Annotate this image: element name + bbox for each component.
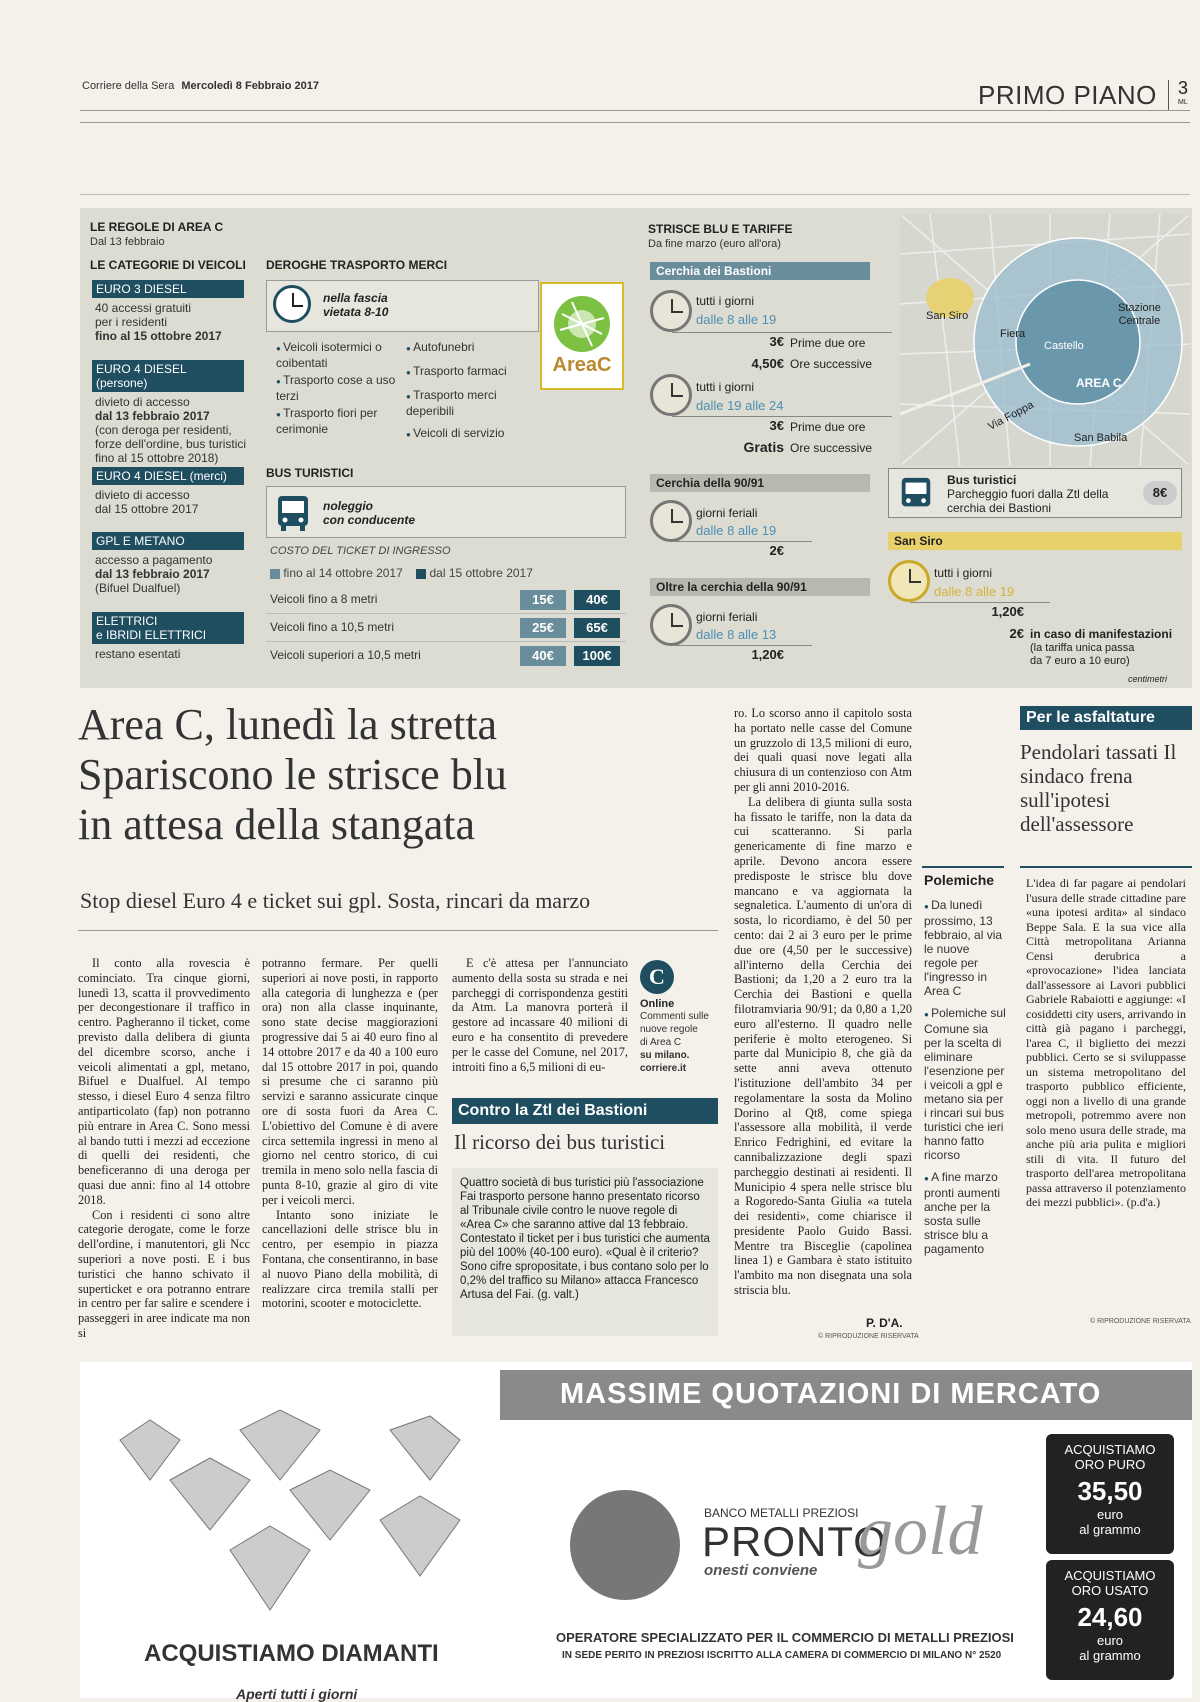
- article-signature: P. D'A.: [866, 1316, 903, 1330]
- polemiche-item: ● Da lunedì prossimo, 13 febbraio, al via le nuove regole per l'ingresso in Area C: [924, 898, 1006, 998]
- category-text: dal 13 febbraio 2017: [95, 409, 210, 423]
- online-text: [640, 1010, 726, 1075]
- bastioni-label-3: Prime due ore: [790, 420, 866, 434]
- divider: [672, 332, 892, 333]
- clock-icon: [650, 604, 692, 646]
- article-paragraph: Il conto alla rovescia è cominciato. Tra cinque giorni, lunedì 13, scatta il provvedimento per decongestionare il traffico in centro. Pagheranno il ticket, come previsto dalla delibera di giunta del dicembre scorso, anche i veicoli alimentati a gpl, metano, Bifuel e Dualfuel. Al tempo stesso, i diesel Euro 4 senza filtro antiparticolato (fap) non potranno più entrare in Area C. Sono messi al bando tutti i mezzi ad eccezione di quelli dei residenti, che beneficeranno di una deroga per quasi due anni: fino al 14 ottobre 2018.: [78, 956, 250, 1207]
- oltre-price: 1,20€: [751, 647, 784, 662]
- quote-label: ORO USATO: [1071, 1583, 1149, 1598]
- category-label-line: e IBRIDI ELETTRICI: [96, 628, 207, 642]
- category-text: accesso a pagamento: [95, 553, 213, 567]
- deroghe-time-line: vietata 8-10: [323, 305, 389, 319]
- online-box[interactable]: [640, 960, 726, 1075]
- bus-parking-line: cerchia dei Bastioni: [947, 501, 1052, 515]
- ticket-price-after: 100€: [574, 646, 620, 666]
- quote-unit: euro: [1096, 1507, 1124, 1522]
- bus-parking-box: [888, 468, 1182, 518]
- ticket-legend: [270, 566, 533, 580]
- page-number: [1178, 78, 1188, 106]
- divider: [910, 602, 1050, 603]
- quote-oro-puro: [1046, 1434, 1174, 1554]
- ticket-title: COSTO DEL TICKET DI INGRESSO: [270, 545, 451, 557]
- polemiche-item: ● A fine marzo pronti aumenti anche per la sosta sulle strisce blu a pagamento: [924, 1170, 1006, 1256]
- bus-line: noleggio: [323, 499, 373, 513]
- deroghe-item: ● Trasporto fiori per cerimonie: [276, 406, 406, 436]
- category-label: EURO 4 DIESEL (persone): [92, 360, 244, 392]
- ticket-price-after: 40€: [574, 590, 620, 610]
- header-divider: [1168, 80, 1169, 110]
- diamonds-image: [100, 1400, 480, 1620]
- masthead-line: [82, 80, 319, 92]
- zone-header-sansiro: San Siro: [888, 532, 1182, 550]
- category-euro4-persone: [92, 360, 262, 465]
- corriere-c-icon: C: [640, 960, 674, 994]
- ticket-row-label: Veicoli superiori a 10,5 metri: [270, 648, 421, 662]
- quote-label: ACQUISTIAMO: [1064, 1442, 1156, 1457]
- map-label: Fiera: [1000, 328, 1026, 340]
- quote-unit: al grammo: [1079, 1522, 1141, 1537]
- clock-icon: [888, 560, 930, 602]
- graphic-credit: centimetri: [1128, 674, 1168, 684]
- subhead-rule: [78, 930, 718, 931]
- clock-icon: [273, 285, 311, 323]
- deroghe-item: ● Trasporto farmaci: [406, 364, 538, 380]
- category-text: dal 15 ottobre 2017: [95, 502, 199, 516]
- ad-brand: PRONTO: [702, 1518, 887, 1565]
- online-text-line: su milano.: [640, 1050, 690, 1061]
- zone-header-oltre: Oltre la cerchia della 90/91: [650, 578, 870, 596]
- divider: [672, 541, 812, 542]
- category-gpl-metano: [92, 532, 252, 595]
- area-c-logo: [540, 282, 624, 390]
- side-text: L'idea di far pagare ai pendolari l'usura delle strade cittadine pare «una ipotesi ardita» al sindaco Beppe Sala. E la sua vice alla Città metropolitana Arianna Censi derubrica a «provocazione» l'idea lanciata dall'assessore ai Lavori pubblici Gabriele Rabaiotti e aggiunge: «I cosiddetti city users, arrivando in città già pagano i parcheggi, l'area C, il biglietto dei mezzi pubblici. Certo se si sviluppasse un sistema metropolitano del trasporto pubblico efficiente, oggi non a livello di una grande metropoli, potremmo avere non solo meno usura delle strade, ma anche più aria pulita e migliori stili di vita. Il futuro del trasporto dell'area metropolitana passa attraverso il potenziamento dei mezzi pubblici». (p.d'a.): [1026, 876, 1186, 1209]
- category-text: divieto di accesso: [95, 488, 190, 502]
- category-text: 40 accessi gratuiti: [95, 301, 192, 315]
- category-text: (con deroga per residenti,: [95, 423, 232, 437]
- bastioni-price-4: Gratis: [743, 439, 784, 455]
- map-label: San Siro: [926, 310, 969, 322]
- ad-open: Aperti tutti i giorni: [236, 1686, 358, 1702]
- bastioni-time-2: dalle 19 alle 24: [696, 398, 784, 413]
- category-text: forze dell'ordine, bus turistici: [95, 437, 247, 451]
- bastioni-label-4: Ore successive: [790, 441, 873, 455]
- legend-swatch-dark: [416, 569, 426, 579]
- clock-icon: [650, 374, 692, 416]
- ticket-row-label: Veicoli fino a 8 metri: [270, 592, 378, 606]
- article-column-4: [734, 706, 912, 1298]
- category-text: fino al 15 ottobre 2018): [95, 451, 219, 465]
- category-text: divieto di accesso: [95, 395, 190, 409]
- categories-title: LE CATEGORIE DI VEICOLI: [90, 258, 246, 272]
- deroghe-item: ● Veicoli isotermici o coibentati: [276, 340, 406, 370]
- section-title: PRIMO PIANO: [978, 80, 1157, 110]
- quote-unit: euro: [1096, 1633, 1124, 1648]
- oltre-days: giorni feriali: [696, 610, 758, 624]
- sansiro-note-detail: [1030, 642, 1134, 668]
- map-label-line: Centrale: [1118, 315, 1161, 327]
- area-c-logo-text: AreaC: [552, 354, 612, 376]
- ad-brand-top: BANCO METALLI PREZIOSI: [704, 1506, 859, 1520]
- category-elettrici: [92, 612, 252, 661]
- cerchia-time: dalle 8 alle 19: [696, 523, 777, 538]
- ztl-header: Contro la Ztl dei Bastioni: [452, 1098, 718, 1124]
- quote-oro-usato: [1046, 1560, 1174, 1680]
- category-label: EURO 3 DIESEL: [92, 280, 244, 298]
- ad-banner-text: MASSIME QUOTAZIONI DI MERCATO: [560, 1378, 1102, 1410]
- deroghe-item: ● Trasporto cose a uso terzi: [276, 373, 406, 403]
- category-euro4-merci: [92, 467, 252, 516]
- article-paragraph: La delibera di giunta sulla sosta ha fissato le tariffe, non la data da cui scatteranno. Si parla genericamente di fine marzo e aprile. Devono ancora essere predisposte le strisce blu dove mancano e va aggiornata la segnaletica. L'aumento di un'ora di sosta, lo ricordiamo, è del 50 per cento: dai 2 ai 3 euro per le prime due ore (4,50 per le successive) all'interno della Cerchia dei Bastioni; da 1,20 a 2 euro tra la Cerchia dei Bastioni e quella filotramviaria 90/91; da 0,80 a 1,20 euro all'esterno. Il quadro nelle periferie è molto eterogeneo. Si parte dal Municipio 8, che già da sette anni aveva ottenuto l'istituzione dell'ambito 34 per regolamentare la sosta da Molino Dorino al Qt8, come spiega l'assessore alla mobilità, il verde Enrico Fedrighini, ed evitare la cannibalizzazione degli spazi parcheggio destinati ai residenti. Il Municipio 4 spera nelle strisce blu a Rogoredo-Santa Giulia «a tutela dei residenti», come chiarisce il presidente Paolo Guido Bassi. Mentre tra Bisceglie (capolinea linea 1) e Gambara è stato istituito l'ambito ma non disegnata una sola striscia blu.: [734, 794, 912, 1298]
- ticket-price-after: 65€: [574, 618, 620, 638]
- article-headline: [78, 700, 507, 850]
- polemiche-item: ● Polemiche sul Comune sia per la scelta di eliminare l'esenzione per i veicoli a gpl e metano sia per i rincari sui bus turistici che ieri hanno fatto ricorso: [924, 1006, 1006, 1162]
- bastioni-price-1: 3€: [769, 334, 784, 349]
- bus-parking-text: [947, 473, 1108, 515]
- legend-swatch-light: [270, 569, 280, 579]
- quote-label: ORO PURO: [1074, 1457, 1146, 1472]
- page-code: ML: [1178, 99, 1188, 106]
- rules-title: LE REGOLE DI AREA C: [90, 220, 224, 234]
- ztl-title: Il ricorso dei bus turistici: [454, 1130, 666, 1154]
- online-text-line: nuove regole: [640, 1024, 698, 1035]
- bastioni-days-2: tutti i giorni: [696, 380, 755, 394]
- ztl-text: Quattro società di bus turistici più l'associazione Fai trasporto persone hanno presentato ricorso al Tribunale civile contro le nuove regole di «Area C» che saranno attive dal 13 febbraio. Contestato il ticket per i bus turistici che aumenta più del 100% (40-100 euro). «Qual è il criterio? Sono cifre spropositate, i bus contano solo per lo 0,2% del traffico su Milano» attacca Francesco Artusa del Fai. (g. valt.): [460, 1177, 710, 1301]
- deroghe-time-line: nella fascia: [323, 291, 388, 305]
- legend-label: fino al 14 ottobre 2017: [283, 566, 403, 580]
- clock-icon: [650, 290, 692, 332]
- section-rule: [80, 194, 1190, 195]
- deroghe-title: DEROGHE TRASPORTO MERCI: [266, 258, 448, 272]
- ticket-row: [266, 618, 626, 642]
- map-label-line: Stazione: [1118, 302, 1161, 314]
- category-text: (Bifuel Dualfuel): [95, 581, 181, 595]
- bastioni-price-2: 4,50€: [751, 356, 784, 371]
- article-column-2: [262, 956, 438, 1311]
- article-paragraph: potranno fermare. Per quelli superiori ai nove posti, in rapporto alla categoria di lunghezza e (per ora) non alla classe inquinante, sono state decise maggiorazioni progressive dai 5 ai 40 euro fino al 14 ottobre 2017 e da 40 a 100 euro dal 15 ottobre 2017 in poi, quando si presume che ci saranno più servizi e saranno assicurate cinque ore di sosta fuori da Area C. L'obiettivo del Comune è di avere circa settemila ingressi in meno al giorno nel centro storico, di cui tremila in meno solo nella fascia di punta 8-10, grazie al giro di vite per i veicoli merci.: [262, 956, 438, 1207]
- sansiro-days: tutti i giorni: [934, 566, 993, 580]
- milan-map: [900, 214, 1190, 466]
- bus-parking-title: Bus turistici: [947, 473, 1017, 487]
- polemiche-list: [924, 898, 1006, 1256]
- ticket-row: [266, 646, 626, 670]
- bus-icon: [897, 475, 935, 513]
- article-column-3: [452, 956, 628, 1074]
- article-paragraph: ro. Lo scorso anno il capitolo sosta ha portato nelle casse del Comune un gruzzolo di 13,5 milioni di euro, dei quali quasi nove legati alla chiusura di un contenzioso con Atm per gli anni 2010-2016.: [734, 706, 912, 794]
- bus-icon: [273, 493, 313, 533]
- quote-unit: al grammo: [1079, 1648, 1141, 1663]
- headline-line: Area C, lunedì la stretta: [78, 700, 498, 749]
- category-label: EURO 4 DIESEL (merci): [92, 467, 244, 485]
- category-text: restano esentati: [95, 647, 181, 661]
- copyright: © RIPRODUZIONE RISERVATA: [818, 1333, 919, 1340]
- category-text: per i residenti: [95, 315, 168, 329]
- sansiro-note: in caso di manifestazioni: [1030, 627, 1173, 641]
- prontogold-logo-circle: [570, 1490, 680, 1600]
- side-copyright: © RIPRODUZIONE RISERVATA: [1090, 1318, 1191, 1325]
- deroghe-item: ● Trasporto merci deperibili: [406, 388, 538, 418]
- map-label: San Babila: [1074, 432, 1128, 444]
- bastioni-label-1: Prime due ore: [790, 336, 866, 350]
- bus-title: BUS TURISTICI: [266, 466, 354, 480]
- ad-brand-gold: gold: [858, 1493, 983, 1570]
- headline-line: Spariscono le strisce blu: [78, 750, 507, 799]
- paper-name: Corriere della Sera: [82, 80, 175, 92]
- sansiro-note-line: (la tariffa unica passa: [1030, 642, 1135, 654]
- bus-parking-line: Parcheggio fuori dalla Ztl della: [947, 487, 1109, 501]
- ticket-price-before: 15€: [520, 590, 566, 610]
- article-column-1: [78, 956, 250, 1341]
- ticket-row: [266, 590, 626, 614]
- rules-subtitle: Dal 13 febbraio: [90, 236, 165, 248]
- oltre-time: dalle 8 alle 13: [696, 627, 777, 642]
- category-label: GPL E METANO: [92, 532, 244, 550]
- online-text-line: Commenti sulle: [640, 1011, 709, 1022]
- bastioni-label-2: Ore successive: [790, 357, 873, 371]
- online-link[interactable]: corriere.it: [640, 1063, 687, 1074]
- sansiro-price-event: 2€: [1009, 626, 1024, 641]
- online-text-line: di Area C: [640, 1037, 682, 1048]
- category-label: [92, 612, 244, 644]
- article-subhead: Stop diesel Euro 4 e ticket sui gpl. Sosta, rincari da marzo: [80, 888, 591, 913]
- deroghe-right-list: [406, 340, 538, 442]
- header-rule-2: [80, 122, 1190, 123]
- category-text: fino al 15 ottobre 2017: [95, 329, 222, 343]
- tariffe-title: STRISCE BLU E TARIFFE: [648, 222, 793, 236]
- bastioni-time-1: dalle 8 alle 19: [696, 312, 777, 327]
- map-label: Via Foppa: [986, 398, 1036, 434]
- zone-header-bastioni: Cerchia dei Bastioni: [650, 262, 870, 280]
- header-rule: [80, 110, 1190, 111]
- side-title: Pendolari tassati Il sindaco frena sull'ipotesi dell'assessore: [1020, 740, 1177, 836]
- divider: [672, 416, 892, 417]
- deroghe-item: ● Veicoli di servizio: [406, 426, 538, 442]
- sansiro-note-line: da 7 euro a 10 euro): [1030, 655, 1130, 667]
- deroghe-time-box: [266, 280, 539, 332]
- ticket-price-before: 25€: [520, 618, 566, 638]
- cerchia-price: 2€: [769, 543, 784, 558]
- page-number-value: 3: [1178, 78, 1189, 98]
- article-paragraph: E c'è attesa per l'annunciato aumento della sosta su strada e nei parcheggi di corrispondenza gestiti da Atm. La manovra porterà il gestore ad incassare 40 milioni di euro e ha consentito di prevedere per le casse del Comune, nel 2017, introiti fino a 6,5 milioni di eu-: [452, 956, 628, 1074]
- legend-label: dal 15 ottobre 2017: [429, 566, 533, 580]
- article-paragraph: Con i residenti ci sono altre categorie derogate, come le forze dell'ordine, i manutentori, gli Ncc superiori a nove posti. E i bus turistici che hanno schivato il superticket e ora potranno entrare in centro per far salire e scendere i passeggeri in aree indicate ma non si: [78, 1207, 250, 1340]
- sansiro-time: dalle 8 alle 19: [934, 584, 1015, 599]
- side-header: Per le asfaltature: [1020, 706, 1192, 730]
- cerchia-days: giorni feriali: [696, 506, 758, 520]
- category-label-line: ELETTRICI: [96, 614, 158, 628]
- polemiche-rule: [922, 866, 1004, 868]
- deroghe-left-list: [276, 340, 406, 436]
- ticket-row-label: Veicoli fino a 10,5 metri: [270, 620, 395, 634]
- tariffe-subtitle: Da fine marzo (euro all'ora): [648, 238, 781, 250]
- quote-price: 24,60: [1077, 1602, 1143, 1632]
- ticket-price-before: 40€: [520, 646, 566, 666]
- bus-parking-price: 8€: [1143, 481, 1177, 505]
- bus-box: [266, 486, 626, 538]
- deroghe-item: ● Autofunebri: [406, 340, 538, 356]
- sansiro-price: 1,20€: [991, 604, 1024, 619]
- ad-diamonds: ACQUISTIAMO DIAMANTI: [144, 1640, 439, 1667]
- map-label: [1118, 302, 1161, 328]
- quote-price: 35,50: [1077, 1476, 1143, 1506]
- online-label: Online: [640, 998, 675, 1010]
- category-euro3: [92, 280, 252, 343]
- clock-icon: [650, 500, 692, 542]
- article-paragraph: Intanto sono iniziate le cancellazioni delle strisce blu in centro, per esempio in piazza Fontana, che consentiranno, in base al nuovo Piano della mobilità, di realizzare circa tremila stalli per motorini, scooter e motociclette.: [262, 1207, 438, 1311]
- issue-date: Mercoledì 8 Febbraio 2017: [181, 80, 319, 92]
- zone-header-cerchia90: Cerchia della 90/91: [650, 474, 870, 492]
- ad-divider: [500, 1362, 501, 1698]
- bastioni-days-1: tutti i giorni: [696, 294, 755, 308]
- bus-line: con conducente: [323, 513, 416, 527]
- bastioni-price-3: 3€: [769, 418, 784, 433]
- divider: [672, 645, 812, 646]
- ad-footer-2: IN SEDE PERITO IN PREZIOSI ISCRITTO ALLA CAMERA DI COMMERCIO DI MILANO N° 2520: [562, 1650, 1002, 1661]
- ad-tagline: onesti conviene: [704, 1562, 818, 1579]
- category-text: dal 13 febbraio 2017: [95, 567, 210, 581]
- quote-label: ACQUISTIAMO: [1064, 1568, 1156, 1583]
- map-label: Castello: [1044, 340, 1084, 352]
- headline-line: in attesa della stangata: [78, 800, 476, 849]
- map-label: AREA C: [1076, 376, 1122, 390]
- ad-footer-1: OPERATORE SPECIALIZZATO PER IL COMMERCIO DI METALLI PREZIOSI: [556, 1630, 1014, 1645]
- polemiche-title: Polemiche: [924, 872, 995, 888]
